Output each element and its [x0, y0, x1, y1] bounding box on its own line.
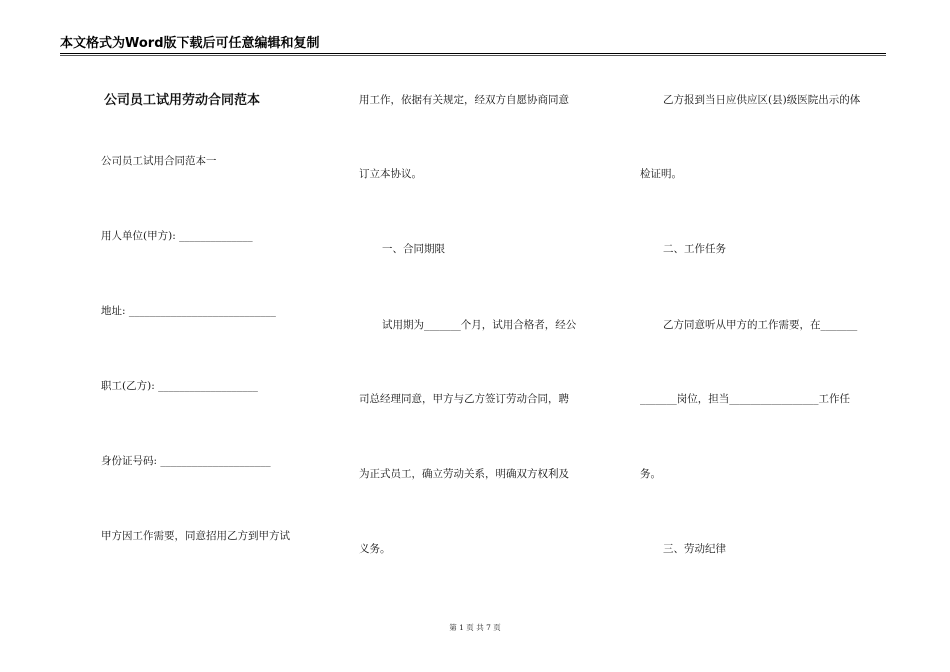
- right-line-6: 务。: [640, 468, 661, 480]
- document-title: 公司员工试用劳动合同范本: [104, 93, 261, 108]
- left-line-6: 甲方因工作需要，同意招用乙方到甲方试: [101, 530, 290, 542]
- right-line-1: 乙方报到当日应供应区(县)级医院出示的体: [663, 94, 861, 106]
- header-divider-secondary: [60, 55, 886, 56]
- left-line-1: 公司员工试用合同范本一: [101, 155, 217, 167]
- right-line-3: 二、工作任务: [663, 243, 726, 255]
- left-line-4: 职工(乙方): ___________________: [101, 380, 258, 392]
- middle-line-7: 义务。: [359, 543, 391, 555]
- right-line-5: _______岗位，担当_________________工作任: [640, 393, 850, 405]
- left-line-3: 地址: ____________________________: [101, 305, 276, 317]
- middle-line-6: 为正式员工，确立劳动关系，明确双方权利及: [359, 468, 569, 480]
- middle-line-3: 一、合同期限: [382, 243, 445, 255]
- right-line-4: 乙方同意听从甲方的工作需要，在_______: [663, 319, 858, 331]
- header-divider: [60, 53, 886, 54]
- right-line-7: 三、劳动纪律: [663, 543, 726, 555]
- page-footer: 第 1 页 共 7 页: [449, 623, 501, 632]
- document-header: 本文格式为Word版下载后可任意编辑和复制: [60, 36, 320, 51]
- middle-line-4: 试用期为_______个月，试用合格者，经公: [382, 319, 577, 331]
- middle-line-1: 用工作，依据有关规定，经双方自愿协商同意: [359, 94, 569, 106]
- middle-line-5: 司总经理同意，甲方与乙方签订劳动合同，聘: [359, 393, 569, 405]
- right-line-2: 检证明。: [640, 168, 682, 180]
- left-line-5: 身份证号码: _____________________: [101, 455, 271, 467]
- middle-line-2: 订立本协议。: [359, 168, 422, 180]
- left-line-2: 用人单位(甲方): ______________: [101, 230, 253, 242]
